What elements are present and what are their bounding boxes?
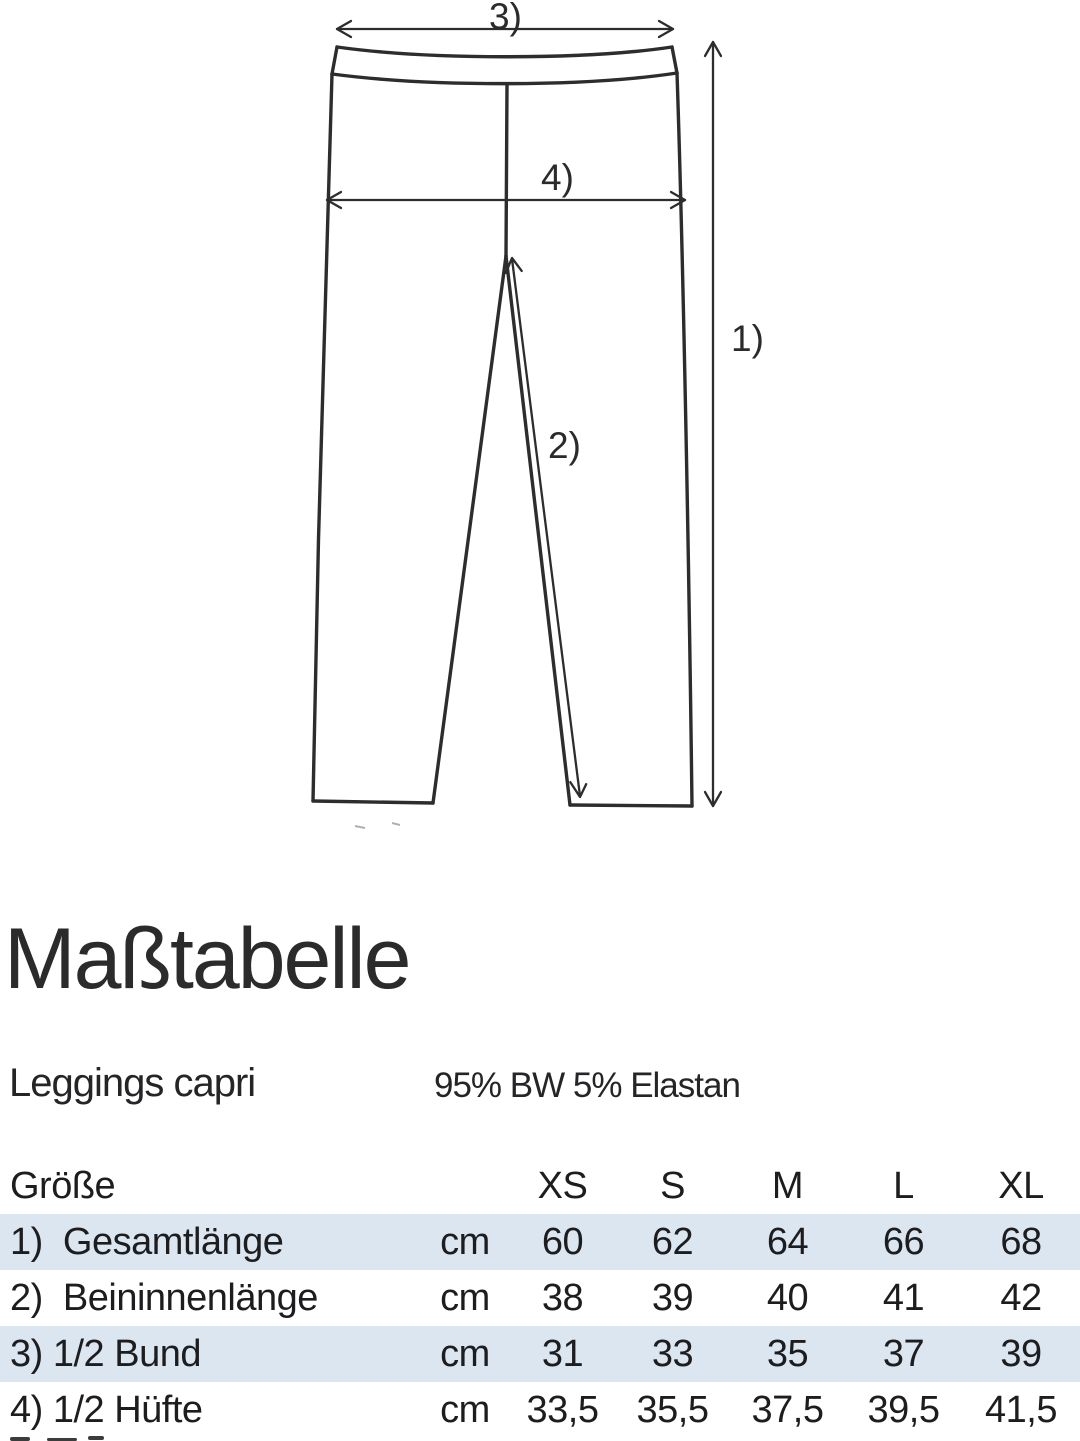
scan-speck <box>355 826 365 828</box>
page-title: Maßtabelle <box>4 911 410 1007</box>
value-cell: 38 <box>541 1277 584 1319</box>
column-header-size-label: Größe <box>10 1165 116 1207</box>
product-name: Leggings capri <box>9 1061 256 1105</box>
label-inseam: 2) <box>548 425 581 466</box>
product-material: 95% BW 5% Elastan <box>434 1066 740 1105</box>
size-table <box>0 1158 1080 1438</box>
right-outer-seam <box>677 73 692 806</box>
unit-cell: cm <box>440 1221 490 1263</box>
value-cell: 39 <box>651 1277 694 1319</box>
value-cell: 60 <box>541 1221 584 1263</box>
value-cell: 64 <box>766 1221 809 1263</box>
center-front-seam <box>506 85 507 256</box>
row-label: 4) 1/2 Hüfte <box>10 1389 203 1431</box>
row-label: 1) Gesamtlänge <box>10 1221 284 1263</box>
value-cell: 35,5 <box>636 1389 709 1431</box>
value-cell: 40 <box>766 1277 809 1319</box>
value-cell: 33 <box>651 1333 694 1375</box>
value-cell: 62 <box>651 1221 694 1263</box>
left-outer-seam <box>313 74 332 801</box>
value-cell: 35 <box>766 1333 809 1375</box>
column-header-xs: XS <box>537 1165 588 1207</box>
value-cell: 31 <box>541 1333 584 1375</box>
unit-cell: cm <box>440 1389 490 1431</box>
right-inner-seam <box>506 256 570 805</box>
left-hem <box>313 801 433 803</box>
value-cell: 41 <box>882 1277 925 1319</box>
table-header-row <box>0 1158 1080 1214</box>
value-cell: 39 <box>1000 1333 1042 1375</box>
left-inner-seam <box>433 256 506 803</box>
value-cell: 37,5 <box>751 1389 824 1431</box>
value-cell: 33,5 <box>526 1389 599 1431</box>
waistband-right-edge <box>672 47 677 73</box>
unit-cell: cm <box>440 1333 490 1375</box>
table-row-beininnenlaenge <box>0 1270 1080 1326</box>
column-header-xl: XL <box>998 1165 1044 1207</box>
value-cell: 41,5 <box>985 1389 1057 1431</box>
label-half-hip: 4) <box>541 157 574 198</box>
table-row-halbe-huefte <box>0 1382 1080 1438</box>
waistband-top-edge <box>337 47 672 57</box>
table-row-gesamtlaenge <box>0 1214 1080 1270</box>
column-header-m: M <box>771 1165 804 1207</box>
value-cell: 68 <box>1000 1221 1042 1263</box>
arrow-inseam <box>512 259 580 796</box>
column-header-unit <box>420 1158 510 1214</box>
value-cell: 37 <box>882 1333 925 1375</box>
waistband-left-edge <box>332 47 337 74</box>
scan-speck <box>392 823 400 825</box>
value-cell: 39,5 <box>867 1389 940 1431</box>
table-row-halber-bund <box>0 1326 1080 1382</box>
column-header-l: L <box>893 1165 914 1207</box>
scan-artifact <box>10 1437 30 1441</box>
row-label: 3) 1/2 Bund <box>10 1333 201 1375</box>
waistband-bottom-edge <box>332 73 677 84</box>
value-cell: 66 <box>882 1221 925 1263</box>
label-half-waist: 3) <box>489 0 522 37</box>
unit-cell: cm <box>440 1277 490 1319</box>
right-hem <box>570 805 692 806</box>
column-header-s: S <box>660 1165 685 1207</box>
row-label: 2) Beininnenlänge <box>10 1277 318 1319</box>
value-cell: 42 <box>1000 1277 1042 1319</box>
scan-artifact <box>88 1436 104 1440</box>
label-total-length: 1) <box>731 318 764 359</box>
